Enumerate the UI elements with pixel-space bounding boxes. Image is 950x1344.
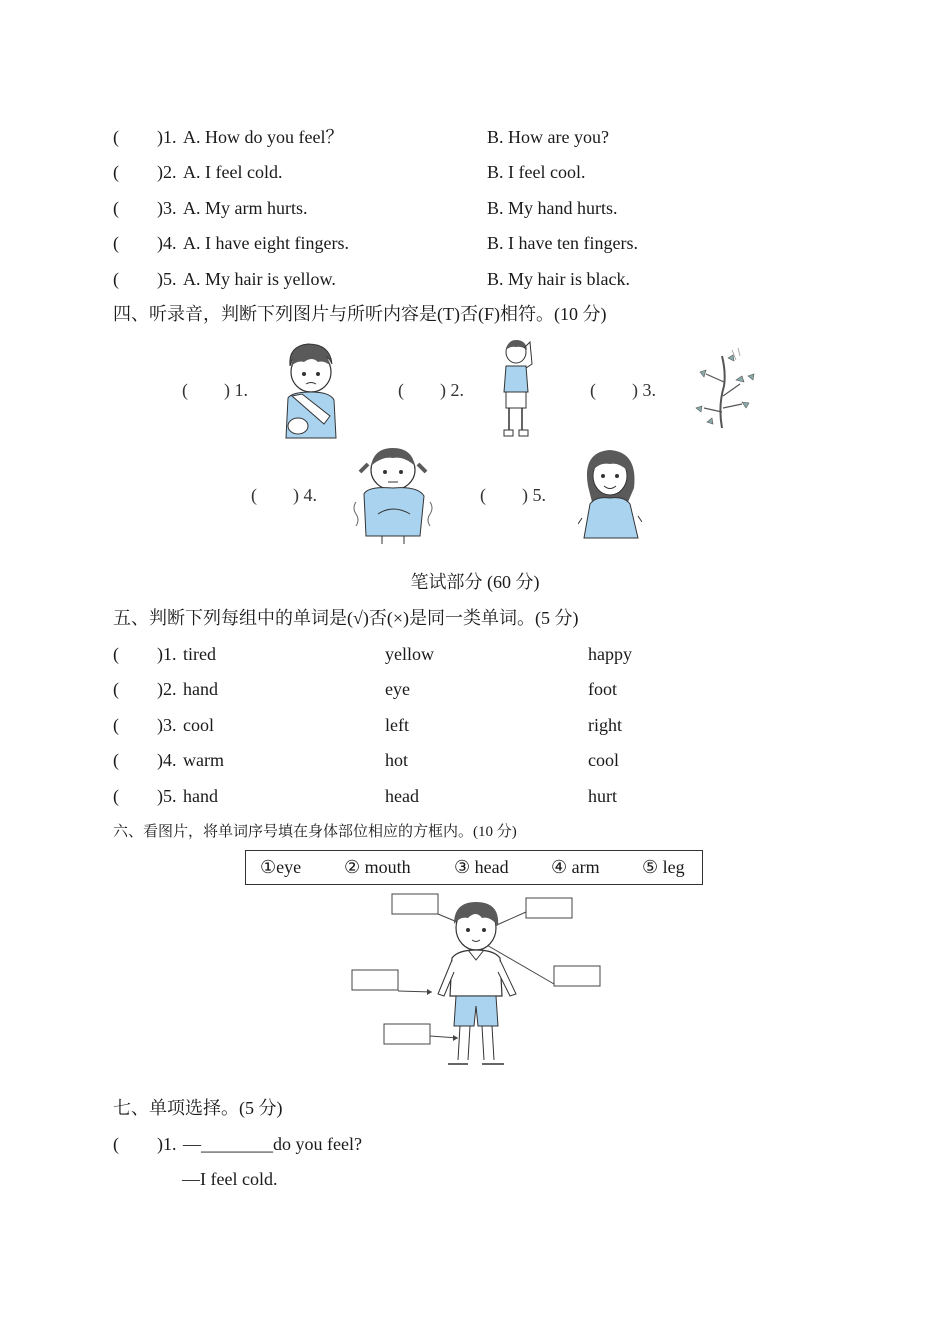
item-number: )2.	[157, 162, 177, 182]
option-b: B. I feel cool.	[487, 162, 586, 182]
section6-title: 六、看图片，将单词序号填在身体部位相应的方框内。(10 分)	[113, 824, 517, 840]
word-bank-head: ③ head	[454, 857, 509, 877]
answer-box-arm	[352, 970, 398, 990]
s4-label-5: ( ) 5.	[480, 485, 546, 505]
word-2: head	[385, 786, 419, 806]
s4-label-3: ( ) 3.	[590, 380, 656, 400]
s4-label-4: ( ) 4.	[251, 485, 317, 505]
word-2: yellow	[385, 644, 434, 664]
option-b: B. How are you?	[487, 127, 609, 147]
windy-tree-image	[692, 346, 762, 430]
answer-box-head	[392, 894, 438, 914]
word-2: eye	[385, 679, 410, 699]
item-number: )1.	[157, 644, 177, 664]
word-1: warm	[183, 750, 224, 770]
answer-paren: (	[113, 127, 119, 147]
answer-paren: (	[113, 198, 119, 218]
word-1: hand	[183, 679, 218, 699]
option-b: B. My hair is black.	[487, 269, 630, 289]
body-parts-diagram	[340, 888, 620, 1072]
word-bank-leg: ⑤ leg	[642, 857, 685, 877]
answer-paren: (	[113, 162, 119, 182]
word-1: cool	[183, 715, 214, 735]
answer-paren: (	[113, 679, 119, 699]
option-a: A. I have eight fingers.	[183, 233, 349, 253]
item-number: )1.	[157, 1134, 177, 1154]
s4-label-1: ( ) 1.	[182, 380, 248, 400]
section4-title: 四、听录音，判断下列图片与所听内容是(T)否(F)相符。(10 分)	[113, 304, 607, 324]
question-prompt: —________do you feel?	[183, 1134, 362, 1154]
item-number: )1.	[157, 127, 177, 147]
option-a: A. My arm hurts.	[183, 198, 308, 218]
s4-label-2: ( ) 2.	[398, 380, 464, 400]
boy-headache-image	[500, 338, 534, 440]
question-1-answer-line: —I feel cold.	[182, 1169, 278, 1189]
answer-box-leg	[384, 1024, 430, 1044]
word-3: hurt	[588, 786, 617, 806]
word-bank-mouth: ② mouth	[344, 857, 411, 877]
option-b: B. I have ten fingers.	[487, 233, 638, 253]
item-number: )4.	[157, 750, 177, 770]
answer-paren: (	[113, 233, 119, 253]
item-number: )3.	[157, 198, 177, 218]
option-a: A. How do you feel？	[183, 127, 344, 147]
section5-title: 五、判断下列每组中的单词是(√)否(×)是同一类单词。(5 分)	[113, 608, 579, 628]
item-number: )2.	[157, 679, 177, 699]
word-bank-arm: ④ arm	[551, 857, 600, 877]
boy-arm-sling-image	[278, 338, 342, 440]
option-b: B. My hand hurts.	[487, 198, 618, 218]
answer-box-mouth	[554, 966, 600, 986]
happy-girl-image	[578, 446, 642, 540]
word-3: happy	[588, 644, 632, 664]
word-3: right	[588, 715, 622, 735]
word-bank-box	[245, 850, 703, 885]
answer-paren: (	[113, 750, 119, 770]
answer-paren: (	[113, 269, 119, 289]
item-number: )4.	[157, 233, 177, 253]
answer-paren: (	[113, 1134, 119, 1154]
word-1: hand	[183, 786, 218, 806]
cold-girl-image	[348, 444, 438, 544]
word-1: tired	[183, 644, 216, 664]
option-a: A. I feel cold.	[183, 162, 283, 182]
answer-paren: (	[113, 644, 119, 664]
answer-paren: (	[113, 715, 119, 735]
section7-title: 七、单项选择。(5 分)	[113, 1098, 283, 1118]
word-2: hot	[385, 750, 409, 770]
answer-paren: (	[113, 786, 119, 806]
word-3: foot	[588, 679, 617, 699]
word-3: cool	[588, 750, 619, 770]
word-2: left	[385, 715, 409, 735]
item-number: )3.	[157, 715, 177, 735]
item-number: )5.	[157, 269, 177, 289]
answer-box-eye	[526, 898, 572, 918]
option-a: A. My hair is yellow.	[183, 269, 336, 289]
item-number: )5.	[157, 786, 177, 806]
written-part-title: 笔试部分 (60 分)	[410, 572, 540, 592]
word-bank-eye: ①eye	[260, 857, 302, 877]
